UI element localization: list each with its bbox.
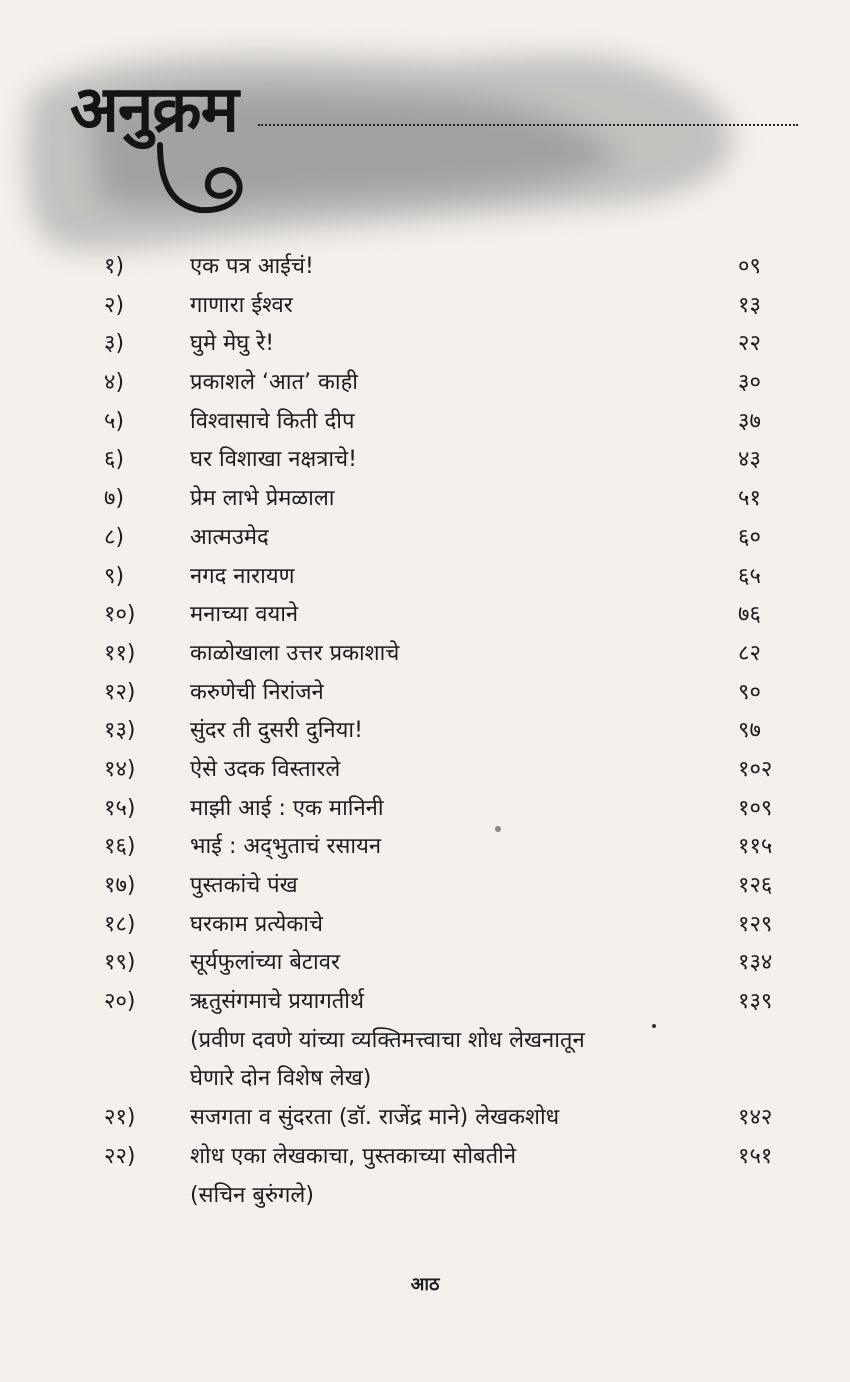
toc-entry [0, 633, 850, 672]
entry-title: प्रकाशले ‘आत’ काही [190, 370, 358, 396]
entry-number: १५) [104, 795, 136, 821]
toc-entry [0, 788, 850, 827]
toc-entry [0, 401, 850, 440]
entry-page: १०९ [738, 795, 773, 821]
entry-number: २०) [104, 989, 136, 1015]
entry-page: १३९ [738, 989, 773, 1015]
note-line: घेणारे दोन विशेष लेख) [190, 1066, 372, 1092]
entry-number: ११) [104, 640, 136, 666]
entry-number: १९) [104, 950, 136, 976]
entry-title: शोध एका लेखकाचा, पुस्तकाच्या सोबतीने [190, 1143, 517, 1169]
entry-number: १४) [104, 756, 136, 782]
entry-number: ५) [104, 408, 125, 434]
entry-number: १) [104, 254, 125, 279]
toc-entry [0, 478, 850, 517]
entry-number: १८) [104, 911, 136, 937]
entry-title: विश्वासाचे किती दीप [190, 408, 355, 434]
note-line: (सचिन बुरुंगले) [190, 1182, 314, 1208]
entry-page: १५१ [738, 1143, 773, 1169]
entry-title: काळोखाला उत्तर प्रकाशाचे [190, 640, 400, 666]
entry-page: १२९ [738, 911, 773, 937]
toc-entry [0, 826, 850, 865]
entry-page: ७६ [738, 602, 761, 628]
page-title: अनुक्रम [70, 72, 238, 147]
paper-speck [495, 826, 501, 832]
entry-title: सजगता व सुंदरता (डॉ. राजेंद्र माने) लेखकशोध [190, 1105, 560, 1131]
entry-page: ११५ [738, 834, 773, 860]
entry-number: १२) [104, 679, 136, 705]
swirl-flourish-icon [140, 140, 260, 230]
heading-dotted-rule [258, 124, 798, 126]
toc-note [0, 1058, 850, 1097]
entry-page: १२६ [738, 873, 773, 898]
toc-note [0, 1175, 850, 1214]
entry-title: भाई : अद्‌भुताचं रसायन [190, 834, 382, 860]
entry-page: १०२ [738, 756, 773, 782]
toc-entry [0, 981, 850, 1020]
paper-speck [652, 1024, 656, 1028]
entry-page: ९० [738, 679, 761, 705]
toc-entry [0, 556, 850, 595]
entry-number: २२) [104, 1143, 136, 1169]
entry-page: १३४ [738, 950, 773, 976]
toc-entry [0, 672, 850, 711]
toc-entry [0, 942, 850, 981]
entry-page: ४३ [738, 447, 761, 473]
page-number-footer: आठ [410, 1274, 440, 1295]
toc-entry [0, 749, 850, 788]
toc-entry [0, 904, 850, 943]
entry-title: पुस्तकांचे पंख [190, 873, 298, 898]
entry-title: प्रेम लाभे प्रेमळाला [190, 486, 335, 512]
entry-page: ५१ [738, 486, 761, 512]
entry-page: ८२ [738, 640, 761, 666]
toc-note [0, 1020, 850, 1059]
entry-number: २१) [104, 1105, 136, 1131]
entry-number: ८) [104, 524, 125, 550]
entry-title: माझी आई : एक मानिनी [190, 795, 384, 821]
entry-number: ४) [104, 370, 125, 396]
entry-title: गाणारा ईश्वर [190, 292, 293, 318]
entry-number: १०) [104, 602, 136, 628]
entry-title: घरकाम प्रत्येकाचे [190, 911, 323, 937]
entry-title: मनाच्या वयाने [190, 602, 299, 628]
entry-title: ऐसे उदक विस्तारले [190, 756, 341, 782]
toc-entry [0, 1097, 850, 1136]
toc-entry [0, 594, 850, 633]
entry-title: करुणेची निरांजने [190, 679, 324, 705]
entry-page: ९७ [738, 718, 761, 744]
entry-page: २२ [738, 331, 761, 357]
toc-entry [0, 710, 850, 749]
toc-entry [0, 865, 850, 904]
entry-number: ३) [104, 331, 125, 357]
entry-page: १४२ [738, 1105, 773, 1131]
entry-title: ऋतुसंगमाचे प्रयागतीर्थ [190, 989, 365, 1015]
entry-number: ६) [104, 447, 125, 473]
entry-page: ६० [738, 524, 761, 550]
entry-title: सूर्यफुलांच्या बेटावर [190, 950, 340, 976]
toc-entry [0, 517, 850, 556]
entry-number: १३) [104, 718, 136, 744]
entry-page: ६५ [738, 563, 761, 589]
toc-entry [0, 1136, 850, 1175]
toc-entry [0, 285, 850, 324]
entry-number: ७) [104, 486, 125, 512]
entry-title: एक पत्र आईचं! [190, 254, 314, 279]
entry-number: १७) [104, 873, 136, 898]
entry-title: घुमे मेघु रे! [190, 331, 275, 357]
toc-list [0, 246, 850, 1213]
entry-title: घर विशाखा नक्षत्राचे! [190, 447, 357, 473]
entry-title: सुंदर ती दुसरी दुनिया! [190, 718, 363, 744]
toc-entry [0, 323, 850, 362]
toc-entry [0, 246, 850, 285]
entry-number: ९) [104, 563, 125, 589]
entry-title: नगद नारायण [190, 563, 295, 589]
note-line: (प्रवीण दवणे यांच्या व्यक्तिमत्त्वाचा शोध लेखनातून [190, 1027, 585, 1053]
entry-page: १३ [738, 292, 761, 318]
toc-entry [0, 439, 850, 478]
entry-page: ०९ [738, 254, 761, 279]
toc-entry [0, 362, 850, 401]
entry-number: १६) [104, 834, 136, 860]
entry-number: २) [104, 292, 125, 318]
entry-page: ३० [738, 370, 761, 396]
entry-page: ३७ [738, 408, 761, 434]
entry-title: आत्मउमेद [190, 524, 269, 550]
